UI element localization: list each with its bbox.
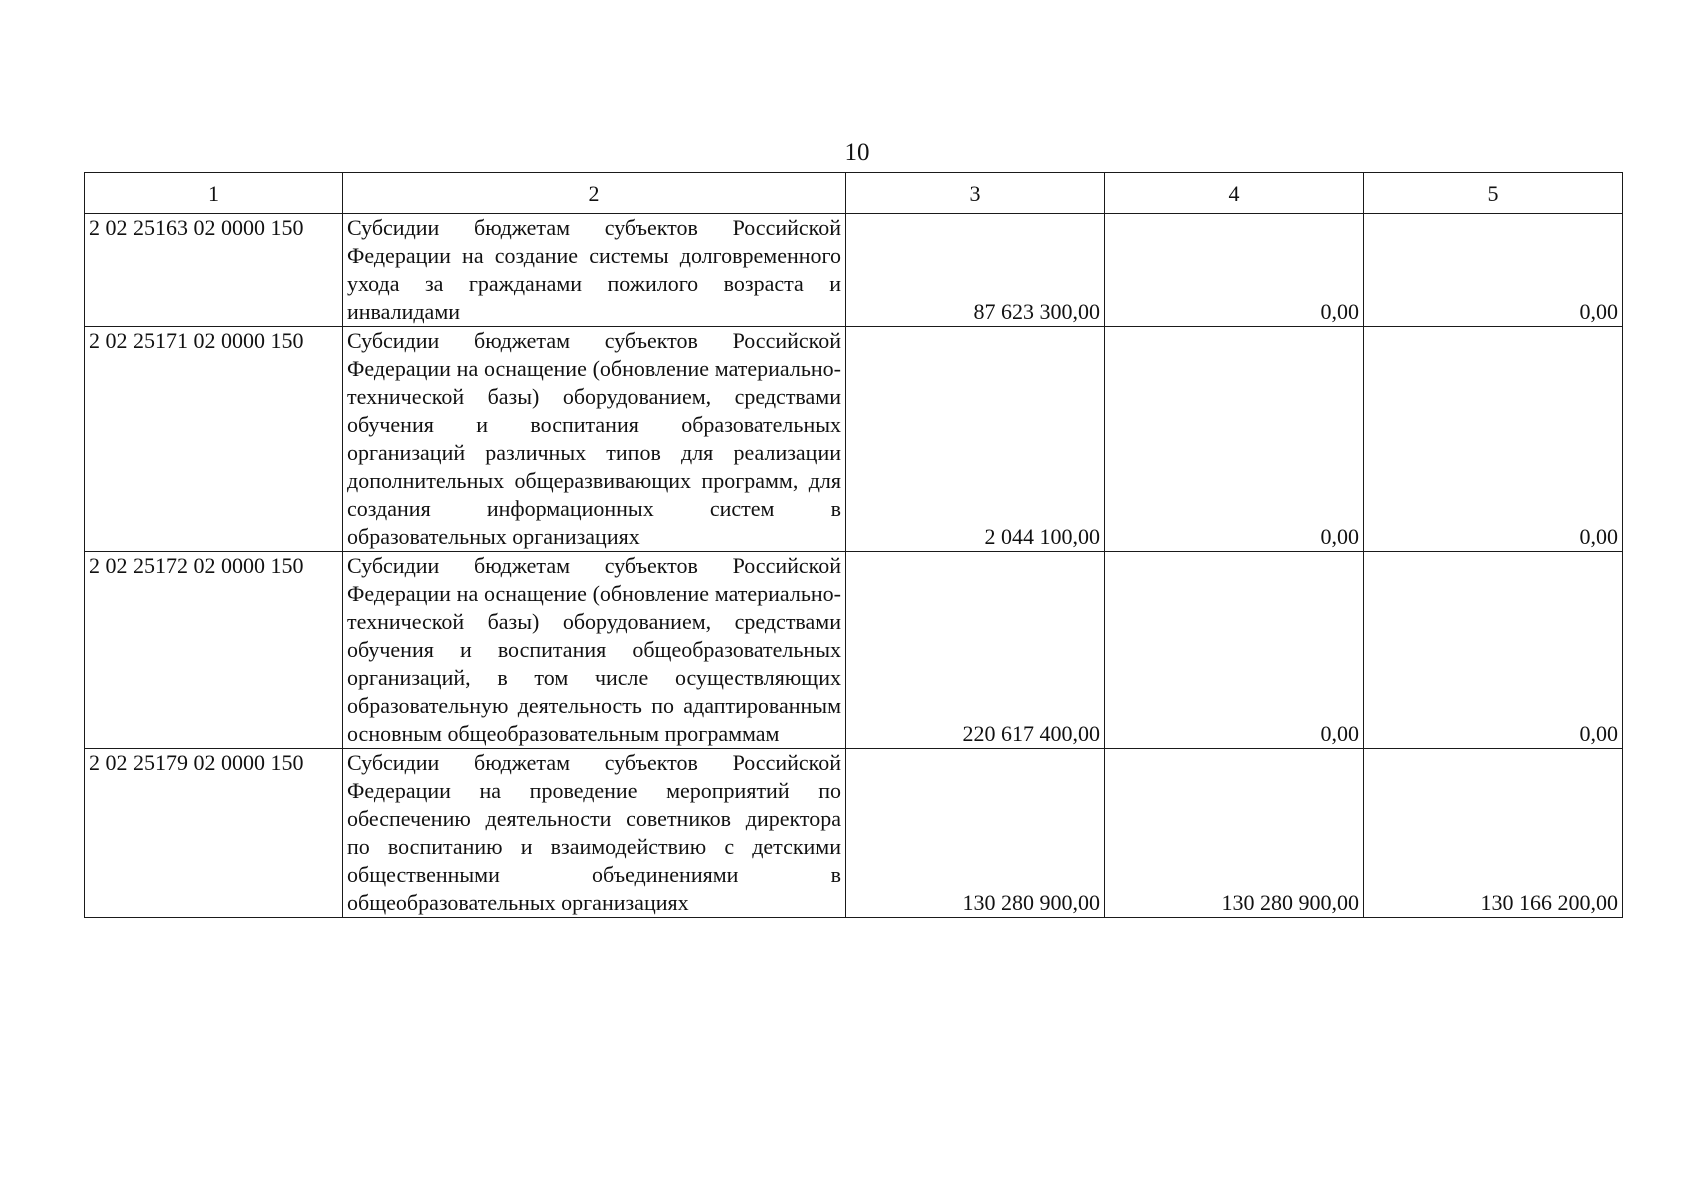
amount-col-3: 2 044 100,00 <box>846 327 1105 552</box>
amount-col-4: 0,00 <box>1105 552 1364 749</box>
amount-col-4: 0,00 <box>1105 327 1364 552</box>
header-col-4: 4 <box>1105 173 1364 214</box>
budget-table <box>84 172 1623 918</box>
amount-col-3: 87 623 300,00 <box>846 214 1105 327</box>
amount-col-3: 220 617 400,00 <box>846 552 1105 749</box>
budget-code: 2 02 25172 02 0000 150 <box>85 552 343 749</box>
amount-col-4: 130 280 900,00 <box>1105 749 1364 918</box>
amount-col-5: 0,00 <box>1364 327 1623 552</box>
budget-code: 2 02 25179 02 0000 150 <box>85 749 343 918</box>
budget-item-name: Субсидии бюджетам субъектов Российской Федерации на оснащение (обновление материально-технической базы) оборудованием, средствами обучения и воспитания общеобразовательных организаций, в том числе осуществляющих образовательную деятельность по адаптированным основным общеобразовательным программам <box>343 552 846 749</box>
budget-code: 2 02 25171 02 0000 150 <box>85 327 343 552</box>
table-row <box>85 749 1623 918</box>
budget-item-name: Субсидии бюджетам субъектов Российской Федерации на создание системы долговременного ухода за гражданами пожилого возраста и инвалидами <box>343 214 846 327</box>
amount-col-5: 130 166 200,00 <box>1364 749 1623 918</box>
budget-code: 2 02 25163 02 0000 150 <box>85 214 343 327</box>
page-number: 10 <box>844 139 870 166</box>
header-col-3: 3 <box>846 173 1105 214</box>
amount-col-3: 130 280 900,00 <box>846 749 1105 918</box>
header-col-1: 1 <box>85 173 343 214</box>
budget-item-name: Субсидии бюджетам субъектов Российской Федерации на проведение мероприятий по обеспечению деятельности советников директора по воспитанию и взаимодействию с детскими общественными объединениями в общеобразовательных организациях <box>343 749 846 918</box>
table-row <box>85 214 1623 327</box>
amount-col-4: 0,00 <box>1105 214 1364 327</box>
table-row <box>85 327 1623 552</box>
table-row <box>85 552 1623 749</box>
amount-col-5: 0,00 <box>1364 552 1623 749</box>
header-col-5: 5 <box>1364 173 1623 214</box>
amount-col-5: 0,00 <box>1364 214 1623 327</box>
budget-item-name: Субсидии бюджетам субъектов Российской Федерации на оснащение (обновление материально-технической базы) оборудованием, средствами обучения и воспитания образовательных организаций различных типов для реализации дополнительных общеразвивающих программ, для создания информационных систем в образовательных организациях <box>343 327 846 552</box>
header-col-2: 2 <box>343 173 846 214</box>
header-row <box>85 173 1623 214</box>
